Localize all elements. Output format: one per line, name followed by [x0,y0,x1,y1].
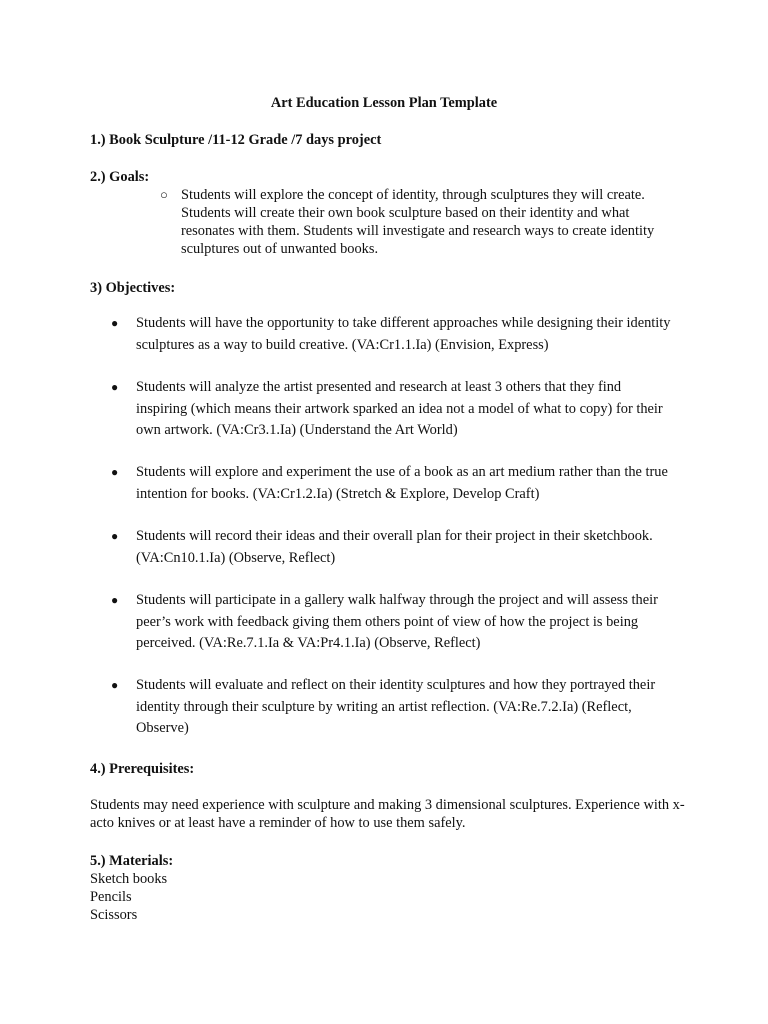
objective-text: Students will explore and experiment the use of a book as an art medium rather than the true intention for books. (VA:Cr1.2.Ia) (Stretch & Explore, Develop Craft) [136,464,668,502]
goals-heading: 2.) Goals: [90,169,150,185]
goals-list-item [160,186,680,258]
material-item: Sketch books [90,871,168,887]
prerequisites-heading: 4.) Prerequisites: [90,761,195,777]
objective-text: Students will analyze the artist presented and research at least 3 others that they find inspiring (which means their artwork sparked an idea not a model of what to copy) for their own artwork. (VA:Cr3.1.Ia) (Understand the Art World) [136,379,663,438]
objective-text: Students will have the opportunity to take different approaches while designing their identity sculptures as a way to build creative. (VA:Cr1.1.Ia) (Envision, Express) [136,315,671,353]
objective-text: Students will record their ideas and their overall plan for their project in their sketchbook. (VA:Cn10.1.Ia) (Observe, Reflect) [136,528,653,566]
bullet-icon: ● [111,678,119,692]
material-item: Pencils [90,889,132,905]
bullet-icon: ● [111,380,119,394]
hollow-circle-bullet-icon: ○ [160,187,168,202]
material-item: Scissors [90,907,138,923]
objective-item [111,462,671,505]
objective-item [111,526,671,569]
bullet-icon: ● [111,593,119,607]
section-1-heading: 1.) Book Sculpture /11-12 Grade /7 days project [90,132,382,148]
objective-item [111,377,671,442]
objective-item [111,590,671,655]
bullet-icon: ● [111,316,119,330]
goals-text: Students will explore the concept of identity, through sculptures they will create. Students will create their own book sculpture based on their identity and what resonates with them. Students will investigate and research ways to create identity sculptures out of unwanted books. [181,187,655,257]
bullet-icon: ● [111,465,119,479]
objective-item [111,675,671,740]
prerequisites-text: Students may need experience with sculpture and making 3 dimensional sculptures. Experience with x-acto knives or at least have a reminder of how to use them safely. [90,797,685,831]
bullet-icon: ● [111,529,119,543]
objectives-heading: 3) Objectives: [90,280,176,296]
objective-item [111,313,671,356]
materials-heading: 5.) Materials: [90,853,174,869]
document-title: Art Education Lesson Plan Template [270,95,498,111]
materials-section [90,852,173,924]
objective-text: Students will participate in a gallery walk halfway through the project and will assess their peer’s work with feedback giving them others point of view of how the project is being perceived. (VA:Re.7.1.Ia & VA:Pr4.1.Ia) (Observe, Reflect) [136,592,658,651]
objective-text: Students will evaluate and reflect on their identity sculptures and how they portrayed their identity through their sculpture by writing an artist reflection. (VA:Re.7.2.Ia) (Reflect, Observe) [136,677,656,736]
